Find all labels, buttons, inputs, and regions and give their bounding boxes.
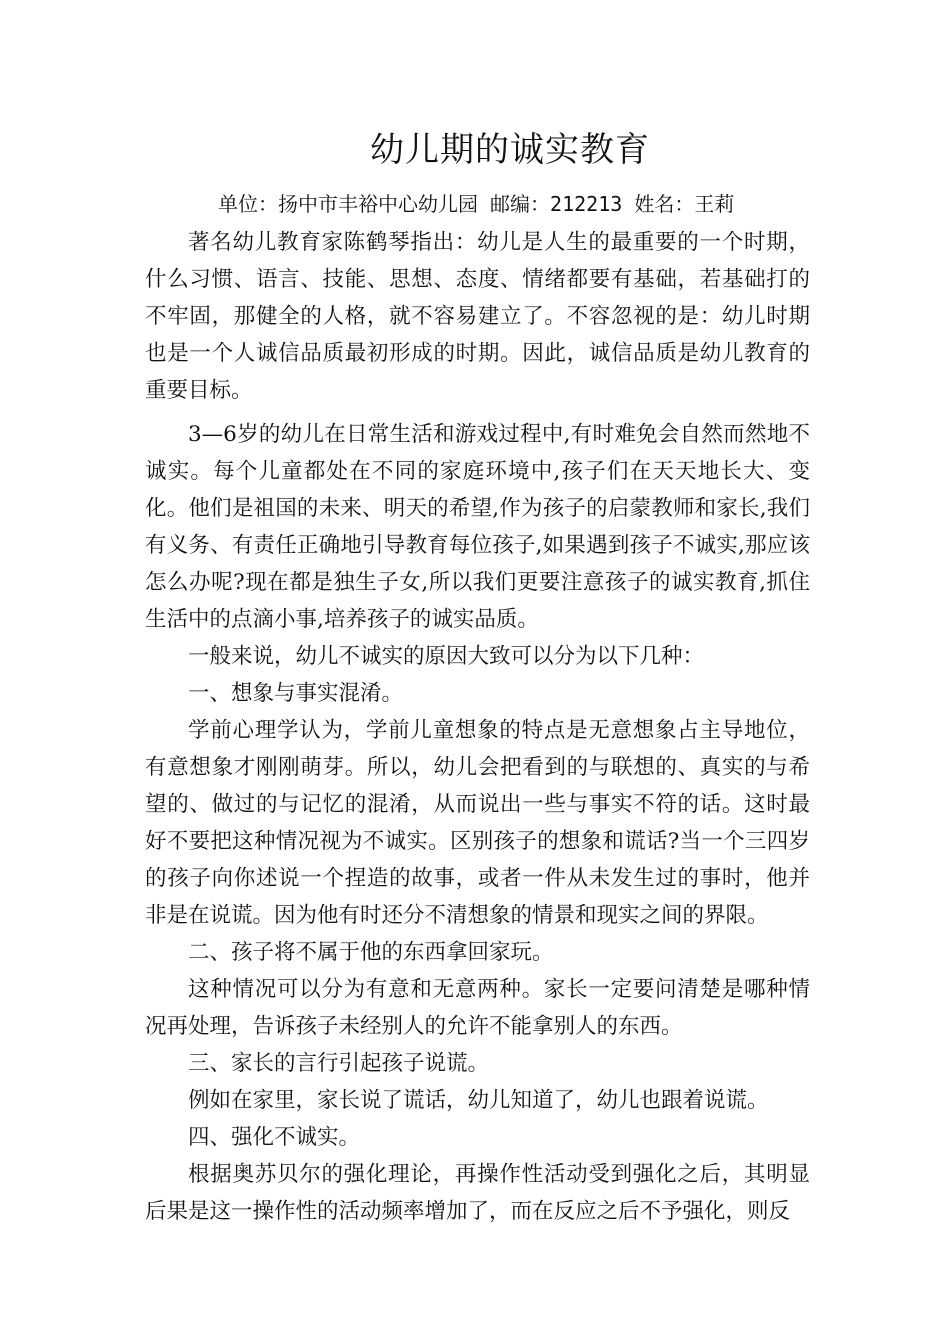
section-heading-2: 二、孩子将不属于他的东西拿回家玩。 bbox=[188, 940, 554, 965]
paragraph-causes-intro: 一般来说，幼儿不诚实的原因大致可以分为以下几种： bbox=[188, 644, 705, 669]
paragraph-reinforcement: 根据奥苏贝尔的强化理论，再操作性活动受到强化之后，其明显后果是这一操作性的活动频率增加了，而在反应之后不予强化，则反 bbox=[145, 1162, 810, 1224]
document-body bbox=[145, 224, 810, 1230]
paragraph-intro: 著名幼儿教育家陈鹤琴指出：幼儿是人生的最重要的一个时期，什么习惯、语言、技能、思想、态度、情绪都要有基础，若基础打的不牢固，那健全的人格，就不容易建立了。不容忽视的是：幼儿时期也是一个人诚信品质最初形成的时期。因此，诚信品质是幼儿教育的重要目标。 bbox=[145, 230, 810, 403]
document-title: 幼儿期的诚实教育 bbox=[370, 130, 650, 170]
paragraph-parent-example: 例如在家里，家长说了谎话，幼儿知道了，幼儿也跟着说谎。 bbox=[188, 1088, 769, 1113]
section-heading-4: 四、强化不诚实。 bbox=[188, 1125, 361, 1150]
paragraph-age-range: 3—6岁的幼儿在日常生活和游戏过程中,有时难免会自然而然地不诚实。每个儿童都处在不同的家庭环境中,孩子们在天天地长大、变化。他们是祖国的未来、明天的希望,作为孩子的启蒙教师和家长,我们有义务、有责任正确地引导教育每位孩子,如果遇到孩子不诚实,那应该怎么办呢?现在都是独生子女,所以我们更要注意孩子的诚实教育,抓住生活中的点滴小事,培养孩子的诚实品质。 bbox=[145, 422, 810, 632]
section-heading-3: 三、家长的言行引起孩子说谎。 bbox=[188, 1051, 490, 1076]
paragraph-taking-things: 这种情况可以分为有意和无意两种。家长一定要问清楚是哪种情况再处理，告诉孩子未经别人的允许不能拿别人的东西。 bbox=[145, 977, 810, 1039]
author-byline: 单位：扬中市丰裕中心幼儿园 邮编：212213 姓名：王莉 bbox=[218, 192, 735, 216]
section-heading-1: 一、想象与事实混淆。 bbox=[188, 681, 404, 706]
paragraph-imagination: 学前心理学认为，学前儿童想象的特点是无意想象占主导地位，有意想象才刚刚萌芽。所以，幼儿会把看到的与联想的、真实的与希望的、做过的与记忆的混淆，从而说出一些与事实不符的话。这时最好不要把这种情况视为不诚实。区别孩子的想象和谎话?当一个三四岁的孩子向你述说一个捏造的故事，或者一件从未发生过的事时，他并非是在说谎。因为他有时还分不清想象的情景和现实之间的界限。 bbox=[145, 718, 810, 928]
